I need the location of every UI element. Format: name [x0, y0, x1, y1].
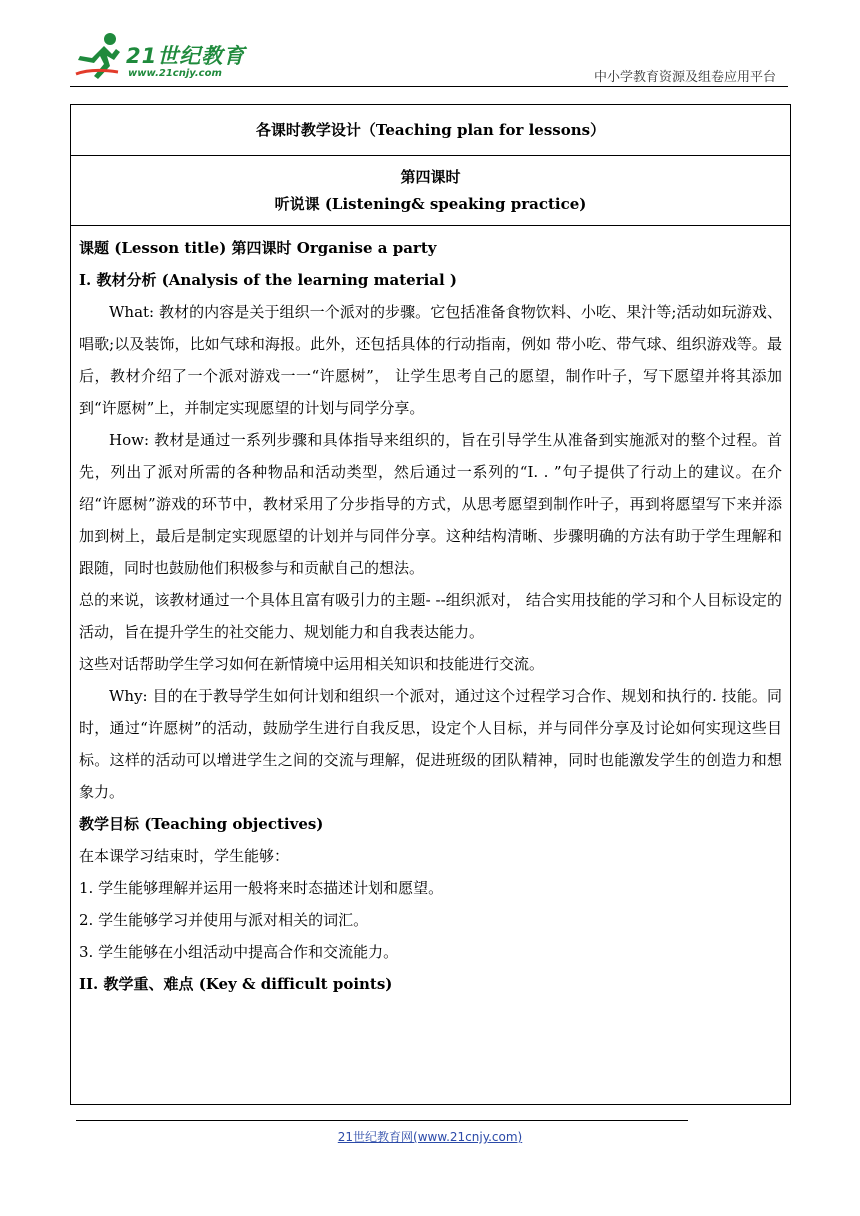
- how-paragraph: How: 教材是通过一系列步骤和具体指导来组织的，旨在引导学生从准备到实施派对的整个过程。首先，列出了派对所需的各种物品和活动类型，然后通过一系列的“I. . ”句子提供了行动上的建议。在介绍“许愿树”游戏的环节中，教材采用了分步指导的方式，从思考愿望到制作叶子，再到将愿望写下来并添加到树上，最后是制定实现愿望的计划并与同伴分享。这种结构清晰、步骤明确的方法有助于学生理解和跟随，同时也鼓励他们积极参与和贡献自己的想法。: [79, 431, 782, 577]
- footer-divider: [76, 1120, 688, 1121]
- lesson-type: 听说课 (Listening& speaking practice): [274, 195, 587, 213]
- site-logo[interactable]: [74, 30, 254, 85]
- lesson-number: 第四课时: [400, 168, 461, 186]
- objective-item: 1. 学生能够理解并运用一般将来时态描述计划和愿望。: [79, 879, 444, 897]
- lesson-plan-table: [70, 104, 791, 1105]
- summary-paragraph: 总的来说，该教材通过一个具体且富有吸引力的主题- --组织派对， 结合实用技能的学习和个人目标设定的活动，旨在提升学生的社交能力、规划能力和自我表达能力。: [79, 591, 782, 641]
- logo-url: www.21cnjy.com: [128, 68, 222, 79]
- objectives-intro: 在本课学习结束时，学生能够：: [79, 847, 290, 865]
- section-heading-key-points: II. 教学重、难点 (Key & difficult points): [79, 975, 393, 993]
- footer-link[interactable]: 21世纪教育网(www.21cnjy.com): [337, 1130, 523, 1144]
- lesson-content-cell: [71, 226, 791, 1105]
- dialogue-paragraph: 这些对话帮助学生学习如何在新情境中运用相关知识和技能进行交流。: [79, 655, 545, 673]
- header-divider: [70, 86, 788, 87]
- section-heading-analysis: I. 教材分析 (Analysis of the learning material ): [79, 271, 458, 289]
- objective-item: 2. 学生能够学习并使用与派对相关的词汇。: [79, 911, 369, 929]
- lesson-header-cell: [71, 156, 791, 226]
- table-title: 各课时教学设计（Teaching plan for lessons）: [71, 105, 791, 156]
- page-header: [0, 0, 860, 100]
- platform-label: 中小学教育资源及组卷应用平台: [593, 70, 776, 85]
- runner-logo-icon: [74, 30, 124, 82]
- objective-item: 3. 学生能够在小组活动中提高合作和交流能力。: [79, 943, 399, 961]
- why-paragraph: Why: 目的在于教导学生如何计划和组织一个派对，通过这个过程学习合作、规划和执行的. 技能。同时，通过“许愿树”的活动，鼓励学生进行自我反思，设定个人目标，并与同伴分享及讨论如何实现这些目标。这样的活动可以增进学生之间的交流与理解，促进班级的团队精神，同时也能激发学生的创造力和想象力。: [79, 687, 782, 801]
- what-paragraph: What: 教材的内容是关于组织一个派对的步骤。它包括准备食物饮料、小吃、果汁等;活动如玩游戏、唱歌;以及装饰，比如气球和海报。此外，还包括具体的行动指南，例如 带小吃、带气球、组织游戏等。最后，教材介绍了一个派对游戏一一“许愿树”， 让学生思考自己的愿望，制作叶子，写下愿望并将其添加到“许愿树”上，并制定实现愿望的计划与同学分享。: [79, 303, 782, 417]
- objectives-heading: 教学目标 (Teaching objectives): [79, 815, 324, 833]
- logo-text: 21世纪教育: [126, 44, 246, 68]
- lesson-title: 课题 (Lesson title) 第四课时 Organise a party: [79, 239, 437, 257]
